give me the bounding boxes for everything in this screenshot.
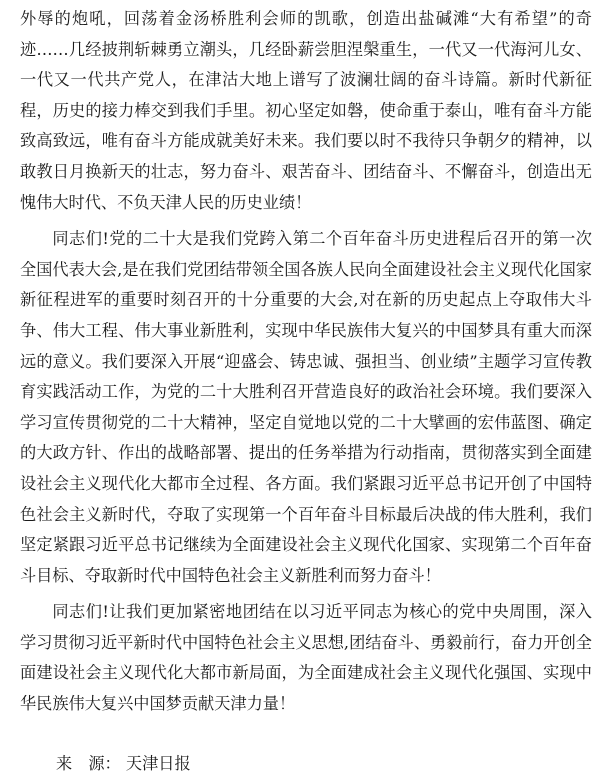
source-value: 天津日报 <box>125 754 191 773</box>
paragraph-continuation: 外辱的炮吼，回荡着金汤桥胜利会师的凯歌，创造出盐碱滩“大有希望”的奇迹……几经披荆斩棘勇立潮头，几经卧薪尝胆涅槃重生，一代又一代海河儿女、一代又一代共产党人，在津沽大地上谱写了波澜壮阔的奋斗诗篇。新时代新征程，历史的接力棒交到我们手里。初心坚定如磐，使命重于泰山，唯有奋斗方能致高致远，唯有奋斗方能成就美好未来。我们要以时不我待只争朝夕的精神，以敢教日月换新天的壮志，努力奋斗、艰苦奋斗、团结奋斗、不懈奋斗，创造出无愧伟大时代、不负天津人民的历史业绩！ <box>20 9 592 212</box>
source-line <box>56 750 191 774</box>
paragraph-closing: 同志们!让我们更加紧密地团结在以习近平同志为核心的党中央周围，深入学习贯彻习近平新时代中国特色社会主义思想,团结奋斗、勇毅前行，奋力开创全面建设社会主义现代化大都市新局面，为全面建成社会主义现代化强国、实现中华民族伟大复兴中国梦贡献天津力量！ <box>20 602 592 714</box>
source-label: 来 源： <box>56 754 121 773</box>
paragraph-party-congress: 同志们!党的二十大是我们党跨入第二个百年奋斗历史进程后召开的第一次全国代表大会,是在我们党团结带领全国各族人民向全面建设社会主义现代化国家新征程进军的重要时刻召开的十分重要的大会,对在新的历史起点上夺取伟大斗争、伟大工程、伟大事业新胜利，实现中华民族伟大复兴的中国梦具有重大而深远的意义。我们要深入开展“迎盛会、铸忠诚、强担当、创业绩”主题学习宣传教育实践活动工作，为党的二十大胜利召开营造良好的政治社会环境。我们要深入学习宣传贯彻党的二十大精神，坚定自觉地以党的二十大擘画的宏伟蓝图、确定的大政方针、作出的战略部署、提出的任务举措为行动指南，贯彻落实到全面建设社会主义现代化大都市全过程、各方面。我们紧跟习近平总书记开创了中国特色社会主义新时代，夺取了实现第一个百年奋斗目标最后决战的伟大胜利，我们坚定紧跟习近平总书记继续为全面建设社会主义现代化国家、实现第二个百年奋斗目标、夺取新时代中国特色社会主义新胜利而努力奋斗！ <box>20 229 592 585</box>
